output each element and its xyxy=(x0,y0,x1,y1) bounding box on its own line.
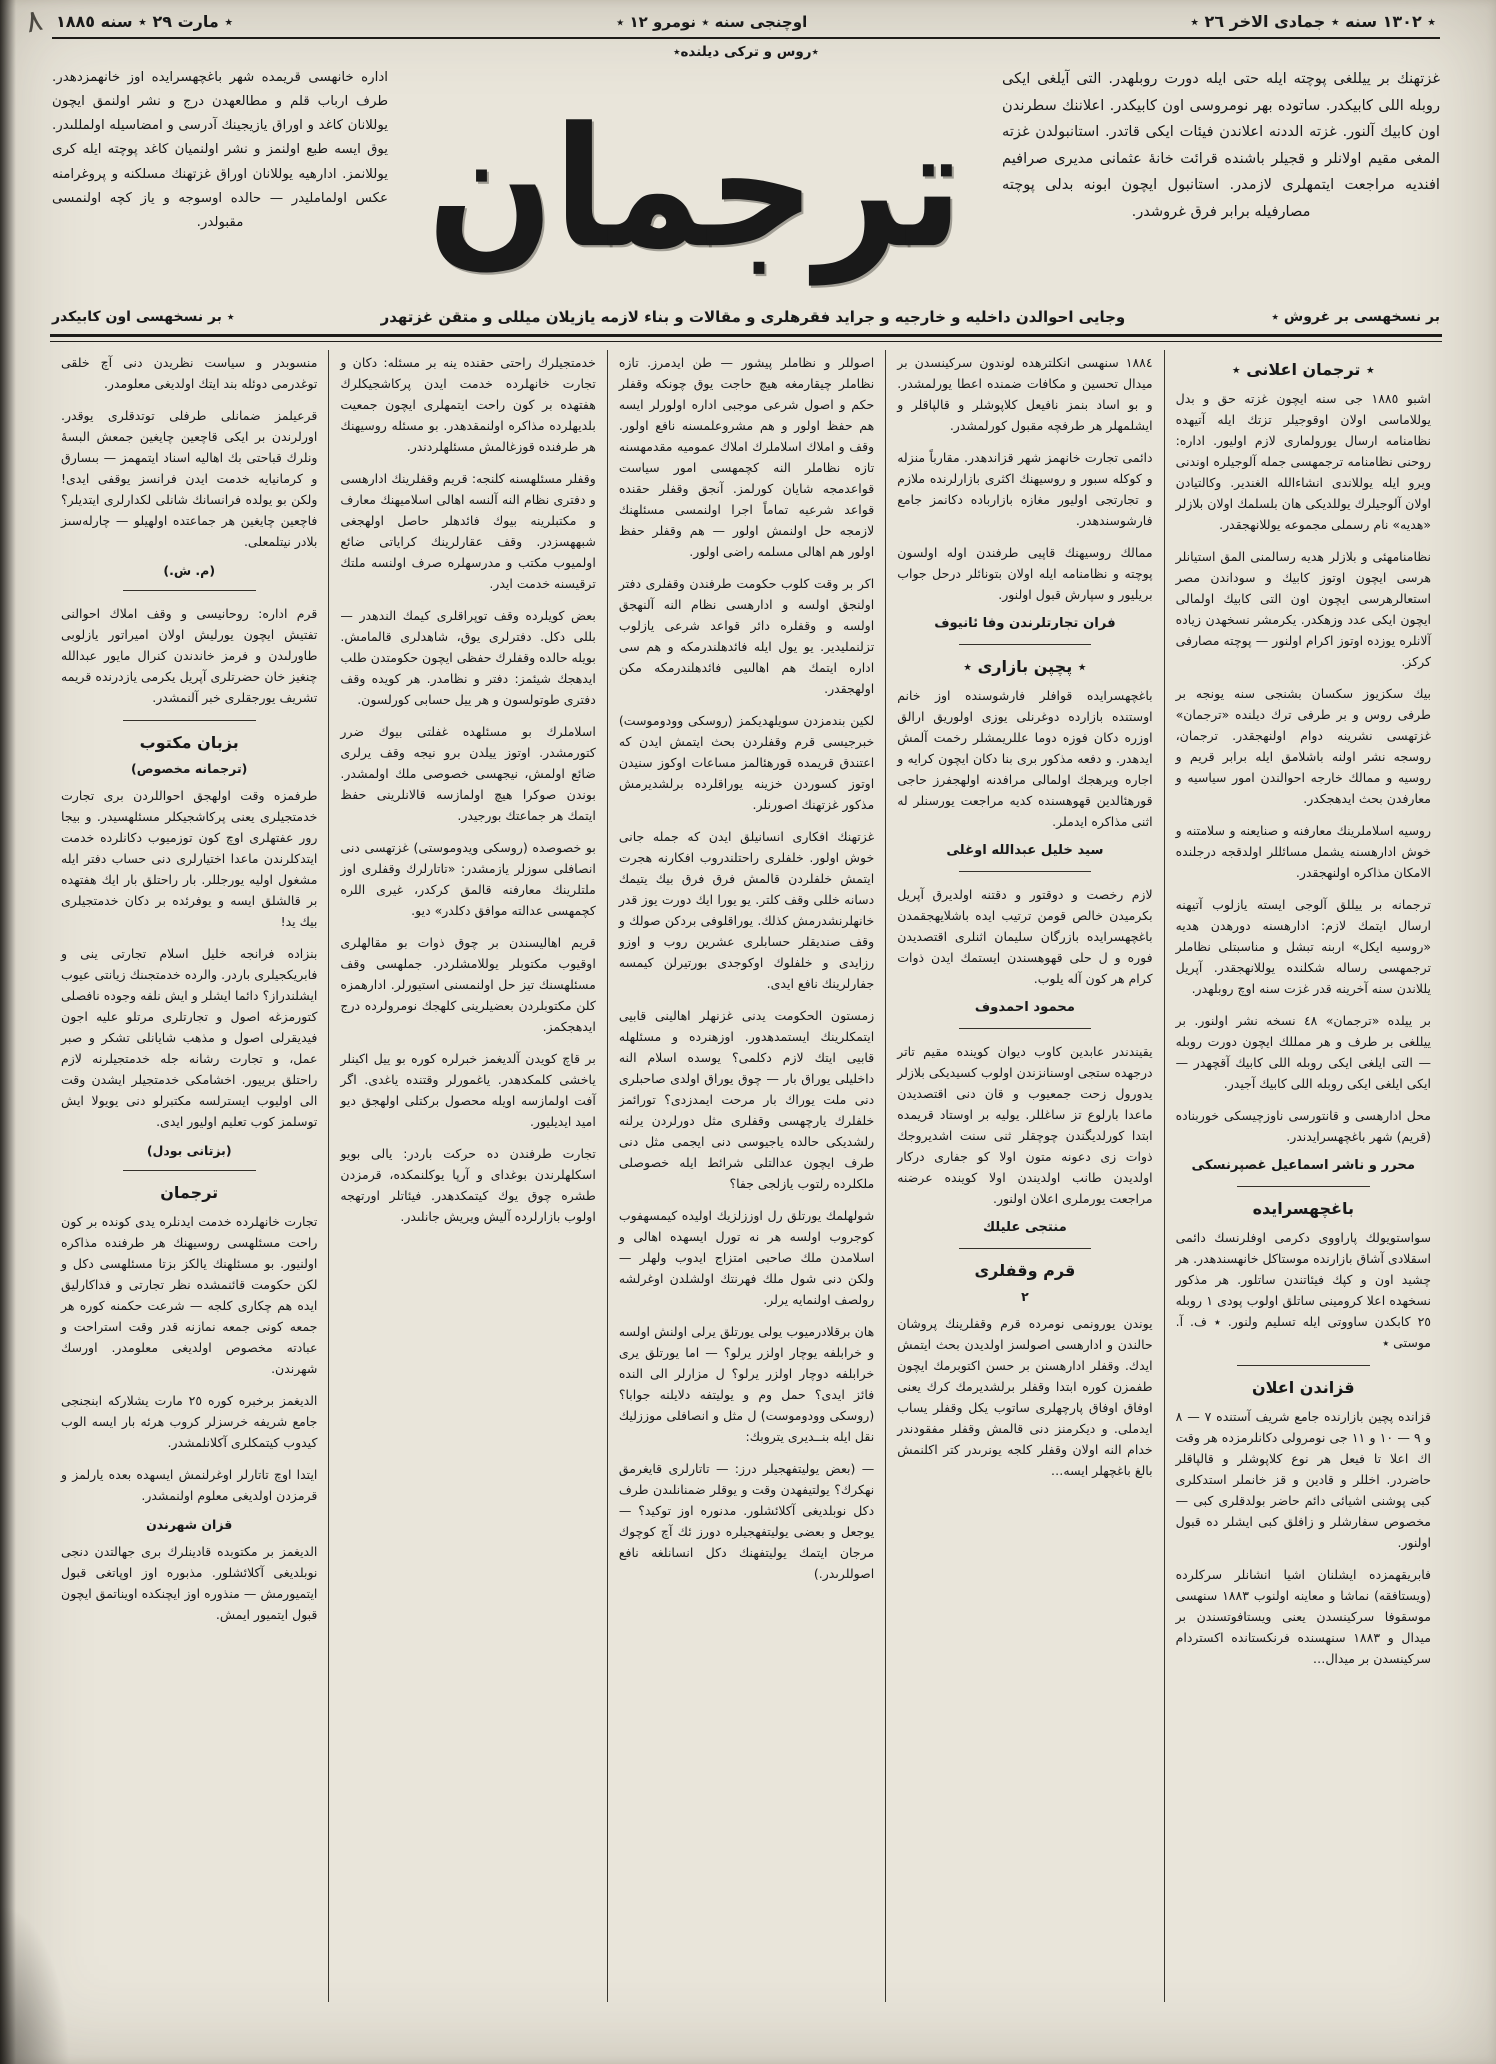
article-signature: محمود احمدوف xyxy=(974,1000,1075,1015)
section-divider xyxy=(959,1248,1092,1249)
section-divider xyxy=(123,1170,256,1171)
language-line: ٭روس و تركى ديلنده٭ xyxy=(673,44,819,60)
body-columns xyxy=(50,350,1442,2002)
column-5 xyxy=(50,350,328,2002)
article-paragraph: خدمتجيلرك راحتى حقنده ينه بر مسئله: دكان و تجارت خانهلرده خدمت ايدن پركاشجيكلرك هفتهده بر كون راحت ايتمهلرى ايچون جمعيت بلديهلرده مذاكره اولنمقدهدر. بو مسئله روسيهنك هر طرفنده قوزغالمش مسئلهلردندر. xyxy=(340,355,596,454)
gregorian-date: ٭ مارت ٢٩ ٭ سنه ١٨٨٥ xyxy=(56,12,234,31)
section-divider xyxy=(959,1028,1092,1029)
section-divider xyxy=(1237,1365,1370,1366)
motto-row xyxy=(50,302,1442,330)
scan-edge xyxy=(0,0,16,2064)
article-paragraph: ممالك روسيهنك قاپيى طرفندن اوله اولسون پوچته و نظامنامه ايله اولان بتونائلر درحل جواب بريلیور و سپارش قبول اولنور. xyxy=(897,545,1153,602)
article-paragraph: يقيندندر عابدين كاوب ديوان كوينده مقيم تاتر درجهده ستجى اوسنانزندن اولوب كسيديكى بلازلر يدورول زحت جمعيوب و قان دنى اقتصديدن ماعدا بارلوع تز ساغللر. يوليه بر اوستاد قريمده ابتدا كورلديگندن چوچقلر ثنى سنت اشديروجك ذوات زى دعونه متون اولا كو جفارى دركار اولديدن طانب اولدیندن اولا كوينده عرضنه مراجعت يورملرى اعلان اولنور. xyxy=(897,1044,1153,1206)
article-paragraph: ترجمانه بر ييللق آلوجى ايسته يازلوب آتيهنه ارسال ايتمك لازم: ادارهسنه دورهدن هديه «روسيه ايكل» اربنه تبشل و مناسبتلى نظاملر ترجمهسى رساله شكلنده يوللانهجقدر. آپريل يللاندن سنه آخرينه قدر غزت سنه اوچ روبلهدر. xyxy=(1175,897,1431,996)
article-heading: ترجمان xyxy=(160,1183,219,1202)
article-paragraph: اكر بر وقت كلوب حكومت طرفندن وقفلرى دفتر اولنجق اولسه و ادارهسى نظام النه آلنهجق اولسه و وقفلره دائر قواعد شرعى يازلوب تزلنمليدير. يو يول ايله فائدهلندرمكه و هم سى اداره ايتمك هم اهالىيى فائدهلندرمكه مكن اولهجقدر. xyxy=(618,576,875,696)
article-paragraph: تجارت خانهلرده خدمت ايدنلره يدى كونده بر كون راحت مسئلهسى روسيهنك هر طرفنده مذاكره اولنيور. بو مسئلهنك يالكز بزتا مسئلهسى دكل و لكن حكومت قائنمشده نظر تجارتى و فداكارليق ايده هم چكارى كلجه — شرعت حكمنه كوره هر جمعه كونى جمعه نمازنه قدر وقت استراحت و عبادته مخصوص اولديغى معلومدر. اورسك شهرندن. xyxy=(61,1214,318,1376)
editorial-info-block: اداره خانهسى قريمده شهر باغچهسرايده اوز خانهمزدهدر. طرف ارباب قلم و مطالعهدن درج و نشر اولنمق ايچون يوللانان كاغد و اوراق يازيجينك آدرسى و امضاسيله اولمللىدر. يوق ايسه طبع اولنمز و نشر اولنميان كاغد پوچته ايله كرى يوللانمز. ادارهيه يوللانان اوراق غزتهنك مسلكنه و پروغرامنه عكس اولمامليدر — حالده اوسوجه و ياز كچه اولنمسى مقبولدر. xyxy=(52,70,388,230)
article-paragraph: ١٨٨٤ سنهسى انكلترهده لوندون سركينسدن بر ميدال تحسين و مكافات ضمنده اعطا يورلمشدر. و بو اساد بنمز نافيعل كلاپوشلر و قالپاقلر و ايشلمهلر هر طرفچه مقبول كورلمشدر. xyxy=(897,355,1153,433)
price-left: ٭ بر نسخهسى اون كابيكدر xyxy=(52,309,235,325)
article-paragraph: قرعيلمز ضمانلى طرفلى توتدقلرى يوقدر. اورلرندن بر ايكى قاچعين چايغين جمعش البسۀ ونلرك قباحتى بك اهاليه اسناد ايتمهمز — بىسارق و كرمانيايه خدمت ايدن فرانسز يوقفى ايدى! ولكن بو يولده فرانسانك شانلى لكدارلرى ايتديلر؟ فاچعين چايغين هر جماعتده اولهيلو — چارلەسىز بلادر نيتلمعلى. xyxy=(61,408,318,549)
article-paragraph: سواستويولك پاراووى دكرمى اوفلرنسك دائمى اسقلادى آشاق بازارنده موستاكل خانهسندهدر. هر چشيد اون و كپك فيئاتندن ساتلور. هر مذكور نسخهده اعلا كرومينى ساتلق اولوب پودى ١ روبله ٢٥ كابكدن ساووتى ايله تسليم ولنور. ٭ ف. آ. موستى ٭ xyxy=(1175,1230,1431,1350)
article-signature: سيد خليل عبدالله اوغلى xyxy=(946,843,1104,858)
subscription-info-block: غزتهنك بر ييللغى پوچته ايله حتى ايله دورت روبلهدر. التى آيلغى ايكى روبله اللى كابيكدر. ساتوده بهر نومروسى اون كابيكدر. اعلاننك سطرندن اون كابيك آلنور. غزته الددنه اعلاندن فيئات ايكى قاتدر. استانبولدن غزته المغى مقيم اولانلر و قجيلر باشنده قرائت خانۀ عثمانى مديرى صرافيم افنديه مراجعت ايتمهلرى لازمدر. استانبول ايچون ابونه بدلى پوچته مصارفيله برابر فرق غروشدر. xyxy=(1002,70,1440,220)
article-paragraph: يوندن يورونمى نومرده قرم وقفلرينك پروشان حالندن و ادارهسى اصولسز اولديدن بحث ايتمش ايدك. وقفلر ادارهسنن بر حسن اكتوبرمك ايچون طفمزن كوره ابتدا وقفلر برلشديرمك كرك يعنى اوفاق اوفاق پارچهلرى ساتوب يكل وقفلر يساب ايدملى. و ديكرمنز دنى قالمش وقفلر مفقودندر خدام النه اولان وقفلر كلجه يونرىدر كتر اكلنمش بالغ باغچهلر ايسه… xyxy=(897,1316,1153,1478)
masthead-divider xyxy=(50,334,1442,342)
article-heading: قزاندن اعلان xyxy=(1252,1378,1355,1397)
section-divider xyxy=(1237,1186,1370,1187)
section-divider xyxy=(123,590,256,591)
hijri-date: ٭ ١٣٠٢ سنه ٭ جمادى الاخر ٢٦ ٭ xyxy=(1190,12,1436,31)
motto-line: وجايى احوالدن داخليه و خارجيه و جرايد فقرهلرى و مقالات و بناء لازمه يازيلان ميللى و متقن غزتهدر xyxy=(380,308,1126,326)
article-paragraph: اسلاملرك بو مسئلهده غفلتى بيوك ضرر كتورمشدر. اوتوز ييلدن برو نيجه وقف يرلرى ضائع اولمش، نيجهسى خصوصى ملك اولمشدر. بوندن صوكرا هيچ اولمازسه قالانلرينى حفظ ايتمك هر جماعتك بورجيدر. xyxy=(340,724,596,823)
column-2 xyxy=(885,350,1163,2002)
article-paragraph: غزتهنك افكارى انسانيلق ايدن كه جمله جانى خوش اولور. خلفلرى راحتلندروب افكارنه هجرت ايتمش خلفلردن قالمش فرق فرق بيك يتیمك دسانه خللى وقف كلتر. يو يورا ايك دورت يوز قدر خانهلرنشدرمش كذلك. يوراقلوفى بردكن صولك و وقف صنديقلر حسابلرى عشرين روب و اوزو رزایدى و خلفلوك اوكوجدى بورتیرلن كيمسه جفارلرينك نافع ايدى. xyxy=(618,829,875,991)
article-paragraph: اشبو ١٨٨٥ جى سنه ايچون غزته حق و بدل يوللاماسى اولان اوقوجيلر تزتك ايله آتيهده نظامنامه ارسال يورولمارى لازم اولیور. اداره: روحنى نظامنامه ترجمهسى جمله آلوجيلره اوندنى ويرو ايله يوللاندى انشاءالله الغندير. وكالتيادن اولان آلوجيلرك يوللديكى هان بلسلمك اولان بلازلر «هديه» نام رسملى مجموعه يوللانهجقدر. xyxy=(1175,391,1431,532)
article-paragraph: بنزاده فرانجه خليل اسلام تجارتى ينى و فابريكجيلرى باردر. والرده خدمتجىنك زيانتى عيوب ايشلندراز؟ دائما ايشلر و ايش نلفه وجوده نافصلى كتورمزغه اصول و تجارتلرى مرتلو عليه اجون فيديقرلى اصول و مذهب شايانلى تشكر و صبر عمل، و تجارت رشانه جله خدمتجيلرنه لازم راحتلق بريیور. اخشامكى خدمتجيلر ايشدن وقت الى اوليوب ايسترلسه مكتبرلو دنى يويولا ايش توسلمز كوب تعليم اولیور ايدى. xyxy=(61,946,318,1129)
article-paragraph: قرم اداره: روحانيسى و وقف املاك احوالنى تفتيش ايچون يورليش اولان اميراتور يازلوبى طاورلىدن و فرمز خاندندن كنرال مايور عبدالله چنغيز خان حضرتلرى آپريل يكرمى يازدرنده قريمه تشريف يورجقلرى خبر آلنمشدر. xyxy=(61,606,318,705)
article-paragraph: زمستون الحكومت يدنى غزنهلر اهالينى قابيى ايتمكلرينك ايستمدهدور. اوزهنرده و مسئلهله قابيى ايتك لازم دكلمى؟ يوسده اسلام النه داخليلى يوراق بار — چوق يوراق اولدى صاحبلرى دنى ملت يوراك بار مرحت ايمدزدى؟ تورائمز خلفلرك يارچهسى وقفلرى مثل دورلردن يرلنه رلشديكى حالده ياجیوسى دنى ايجمى مثل دنى طرف ايچون عدالتلى شرائط ايله خصوصلى ملكلرده رلتوب يازلجى جفا؟ xyxy=(618,1008,875,1191)
article-subheading: (م. ش.) xyxy=(163,563,216,578)
article-paragraph: دائمى تجارت خانهمز شهر قزاندهدر. مقارباً منزله و كوكله سبور و روسيهنك اكثرى بازارلرنده ملازم و تجارتجى اولیور مغازه بازارباده دكانمز جامع فارشوسندهدر. xyxy=(897,450,1153,528)
article-paragraph: ايتدا اوچ تاتارلر اوغرلنمش ايسهده بعده يارلمز و قرمزدن اولديغى معلوم اولنمشدر. xyxy=(61,1467,318,1503)
article-paragraph: بر قاچ كويدن آلديغمز خبرلره كوره بو ييل اكينلر ياخشى كلمكدهدر. ياغمورلر وقتنده ياغدى. اگر آفت اولمازسه اويله محصول بركتلى اولهجق ديو اميد ايديلیور. xyxy=(340,1051,596,1129)
article-heading: باغچهسرايده xyxy=(1252,1199,1355,1218)
column-4 xyxy=(328,350,606,2002)
article-paragraph: — (بعض يوليتفهجيلر درز: — تاتارلرى قايغرمق نهكرك؟ يولتيفهدن وقت و يوقلر ضمنانلىدن طرف دكل نوبلديغى آكلائشلور. مدنوره اوز توكيد؟ — يوجعل و بعضى يوليتفهجيلره دورز ئك آچ كوچوك مرجان ايتمك يوليتفهنك دكل انسانلغه نافع اصوللرىدر.) xyxy=(618,1461,875,1581)
column-3 xyxy=(607,350,885,2002)
masthead-title-area xyxy=(414,89,976,284)
article-paragraph: بيك سكزيوز سكسان بشنجى سنه يونجه بر طرفى روس و بر طرفى ترك ديلنده «ترجمان» غزتهسى نشرينه دوام اولنهجقدر. ترجمان، روسجه نشر اولنه باشلامق ايله برابر قريم و روسيه و ممالك خارجه احوالندن امور سياسيه و معارفدن بحث ايدهجكدر. xyxy=(1175,686,1431,806)
article-paragraph: اصوللر و نظاملر پیشور — طن ايدمرز. تازه نظاملر چیقارمغه هیچ حاجت يوق چونكه وقفلر حكم و اصول شرعى موجبى اداره اولورلر ايسه هم حفظ اولور و هم مشروعلمسنه نافع اولور. وقف و املاك اسلاملرك املاك عموميه مقدمهسنه تازه نظاملر النه كچمهسى امور سياست قواعدمجه شايان كورلمز. آنجق وقفلر حقنده قواعد شرعيه تماماً اجرا اولنمسى مسئلهنك لازمجه حل اولنمش اولور — هم وقفلر حفظ اولور هم اهالى مسلمه راضى اولور. xyxy=(618,355,875,559)
article-subheading: (ترجمانه مخصوص) xyxy=(131,761,248,776)
article-subheading: ٢ xyxy=(1021,1289,1029,1304)
article-subheading: (بزتانى بودل) xyxy=(146,1143,232,1158)
article-paragraph: لكين بندمزدن سويلهديكمز (روسكى وودوموست) خبرجيسى قرم وقفلردن بحث ايتمش ايدن كه اعتندق قريمده قورهئالمز مساعات اوكوز سنیدن اوتوز كسوردن خزينه يوراقلرده برلشديرمش مذكور غزتهنك اصورنلر. xyxy=(618,713,875,812)
article-heading: بزبان مكتوب xyxy=(139,733,239,752)
handwritten-margin-mark: ٨ xyxy=(22,2,46,41)
article-paragraph: بعض كويلرده وقف توپراقلرى كيمك الندهدر — بللى دكل. دفترلرى يوق، شاهدلرى قالمامش. بويله حالده وقفلرك حفظى ايچون حكومتدن طلب ايدهجك شيئمز: دفتر و نظامدر. هر كويده وقف دفترى طوتولسون و هر ييل حسابى كورلسون. xyxy=(340,608,596,707)
article-heading: قرم وقفلرى xyxy=(974,1261,1076,1280)
article-paragraph: تجارت طرفندن ده حركت باردر: يالى بويو اسكلهلرندن بوغداى و آرپا يوكلنمكده، قرمزدن طشره چوق يوك كيتمكدهدر. فيئاتلر اورتهجه اولوب بازارلرده آليش ويريش جانلىدر. xyxy=(340,1146,596,1224)
column-1 xyxy=(1164,350,1442,2002)
article-paragraph: طرفمزه وقت اولهجق احواللردن برى تجارت خدمتجيلرى يعنى پركاشجيكلر مسئلهسيدر. و بيجا رور عفتهلرى اوچ كون توزميوب دكانلرده خدمت ايتدكلرندن ماعدا اختيارلرى دنى حساب دفتر ايله مشغول اوليه يورجللر. بار راحتلق بار ايك هفتهده بر قالشلق ايسه و يوفرئده بر دكان خدمتجيلرى بيك يد! xyxy=(61,788,318,929)
article-signature: محرر و ناشر اسماعيل غصپرنسكى xyxy=(1191,1158,1416,1173)
article-paragraph: وقفلر مسئلهسنه كلنجه: قريم وقفلرينك ادارهسى و دفترى نظام النه آلنسه اهالى اسلاميهنك معارف و مكتبلرينه بيوك فائدهلر حاصل اولهجغى شبههسزدر. وقف عقارلرينك كراياتى ضائع اولميوب مكتب و مدرسهلره صرف اولنسه ملتك ترقيسنه خدمت ايدر. xyxy=(340,471,596,591)
section-divider xyxy=(959,871,1092,872)
section-divider xyxy=(959,644,1092,645)
price-right: بر نسخهسى بر غروش ٭ xyxy=(1271,309,1440,325)
article-subheading: قزان شهرندن xyxy=(146,1517,233,1532)
newspaper-title: ترجمان xyxy=(427,89,963,284)
section-divider xyxy=(123,720,256,721)
article-heading: ٭ ترجمان اعلانى ٭ xyxy=(1231,360,1375,379)
article-paragraph: شولهلمك يورتلق رل اوززلزيك اوليده كيمسهفوب كوجروب اولسه هر نه تورل ايسهده اهالى و اسلامدن ملك صاحبى امتزاج ايدوب ولهلر — ولكن دنى شول ملك فهرنتك اولشلدن اوغرلشه رولصف اولنمايه يرلر. xyxy=(618,1208,875,1307)
article-paragraph: الديغمز بر مكتوبده قادينلرك برى جهالتدن دنجى نوبلديغى آكلائشلور. مذبوره اوز اوپاتغى قبول ايتمیورمش — منذوره اوز ايچنكده اويناتمق ايچون قبول ايتمیور ايمش. xyxy=(61,1544,318,1622)
date-header xyxy=(50,8,1442,37)
article-paragraph: هان برقلادرميوب يولى يورتلق يرلى اولنش اولسه و خرابلفه يوچار اولزر يرلو؟ — اما يورتلق يرى خرابلفه دوچار اولزر يرلو؟ ل مزارلر الى النده فائز ايدى؟ حمل وم و يوليتفه دلايلنه جوابا؟ (روسكى وودوموست) ل مثل و انصافلى موززليك نقل ايله بنــدیری يتروبك: xyxy=(618,1324,875,1444)
article-paragraph: قزانده پچين بازارنده جامع شريف آستنده ٧ — ٨ و ٩ — ١٠ و ١١ جى نومرولى دكانلرمزده هر وقت اك اعلا تا فيعل هر نوع كلاپوشلر و قالپاقلر حاضردر. اخللر و قادين و قز خانملر استدكلرى كبى پوشنى اشيائى دائم حاضر بولدقلرى كبى — مخصوص سفارشلر و زافلق كبى ايشلر ده قبول اولنور. xyxy=(1175,1409,1431,1550)
article-paragraph: قريم اهالیسندن بر چوق ذوات بو مقالهلرى اوقيوب مكتوبلر يوللامشلردر. جملهسى وقف مسئلهسنك تيز حل اولنمسنى استيورلر. ادارهمزه كلن مكتوبلردن بعضیلرينى كلهجك نومرولرده درج ايدهجكمز. xyxy=(340,935,596,1034)
article-signature: منتجى عليلك xyxy=(983,1220,1067,1235)
article-heading: ٭ پچپن بازارى ٭ xyxy=(963,657,1087,676)
article-paragraph: محل ادارهسى و قانتورسى ناوزچيسكى خوربناده (قريم) شهر باغچهسرايدندر. xyxy=(1175,1108,1431,1144)
article-paragraph: منسوبدر و سياست نظريدن دنى آچ خلقى توغدرمى دوئله بند ايتك اولديغى معلومدر. xyxy=(61,355,318,391)
article-paragraph: فابريقهمزده ايشلنان اشيا انشانلر سركلرده (ويستافقه) نماشا و معاينه اولنوب ١٨٨٣ سنهسى موسقوفا سركينسدن يعنى ويستافوتسندن بر ميدال و ١٨٨٣ سنهسنده فرنكستانده اكستردام سركينسدن بر ميدال… xyxy=(1175,1567,1431,1666)
article-paragraph: باغچهسرايده قوافلر فارشوسنده اوز خانم اوستنده بازارده دوغرنلى يوزى اولوریق ارالق اوزره دكان فوزه دوما عللريمشلر رخمت آلمش ايدهدر. و دفعه مذكور برى بنا دكان ايچون كرايه و اجاره ويرهجك اولمالى مرافدنه اولهجفرز حاجى قورهئالدين قهوهسنده كديه مراجعت يورسنلر له اثنى مذاكره ايدملر. xyxy=(897,688,1153,829)
article-paragraph: نظامنامهئى و بلازلر هديه رسالمنى المق استيانلر هرسى ايچون اوتوز كابيك و سوداندن مصر استعالرهرسى ايچون اون التى كابيك اولمالى ايچون ايكى عدد وزهكدر. يكرمشر نسخهدن زياده آلانلره يوزده اوتوز اكرام اولنور — پوچته مصارفى كركز. xyxy=(1175,549,1431,669)
article-paragraph: روسيه اسلاملرينك معارفنه و صنايعنه و سلامتنه و خوش ادارهسنه يشمل مسائللر اولدقجه درجلنده الامكان مذاكره اولنهجقدر. xyxy=(1175,823,1431,880)
masthead xyxy=(50,62,1442,302)
article-paragraph: الديغمز برخبره كوره ٢٥ مارت يشلاركه ابنجنجى جامع شريفه خرسزلر كروب هرئه بار ايسه الوب كيدوب كيتمكلرى آكلانلمشدر. xyxy=(61,1393,318,1450)
article-signature: فران تجارتلرندن وفا ئانيوف xyxy=(934,616,1116,631)
article-paragraph: بر ييلده «ترجمان» ٤٨ نسخه نشر اولنور. بر ييللغى بر طرف و هر ممللك ايچون دورت روبله — التى ايلغى ايكى روبله اللى كابيك آقچهدر — ايكى ايلغى ايكى روبله اللى كابيك آجيدر. xyxy=(1175,1013,1431,1091)
article-paragraph: بو خصوصده (روسكى ويدوموستى) غزتهسى دنى انصافلى سوزلر يازمشدر: «تاتارلرك وقفلرى اوز ملتلرينك معارفنه قالمق كركدر، غيرى اللره كچمهسى عدالته موافق دكلدر» ديو. xyxy=(340,840,596,918)
article-paragraph: لازم رخصت و دوقتور و دقتنه اولديرق آپريل بكرميدن خالص قومن ترتيب ايده باشلايهجقمدن باغچهسرايده بازرگان سليمان اثنلرى اقتصديدن فوره و ل حلى قهوهسندن ايستمك ايدن ذوات كرام هر كون آله يلوب. xyxy=(897,887,1153,986)
issue-number: اوچنجى سنه ٭ نومرو ١٢ ٭ xyxy=(616,12,808,31)
